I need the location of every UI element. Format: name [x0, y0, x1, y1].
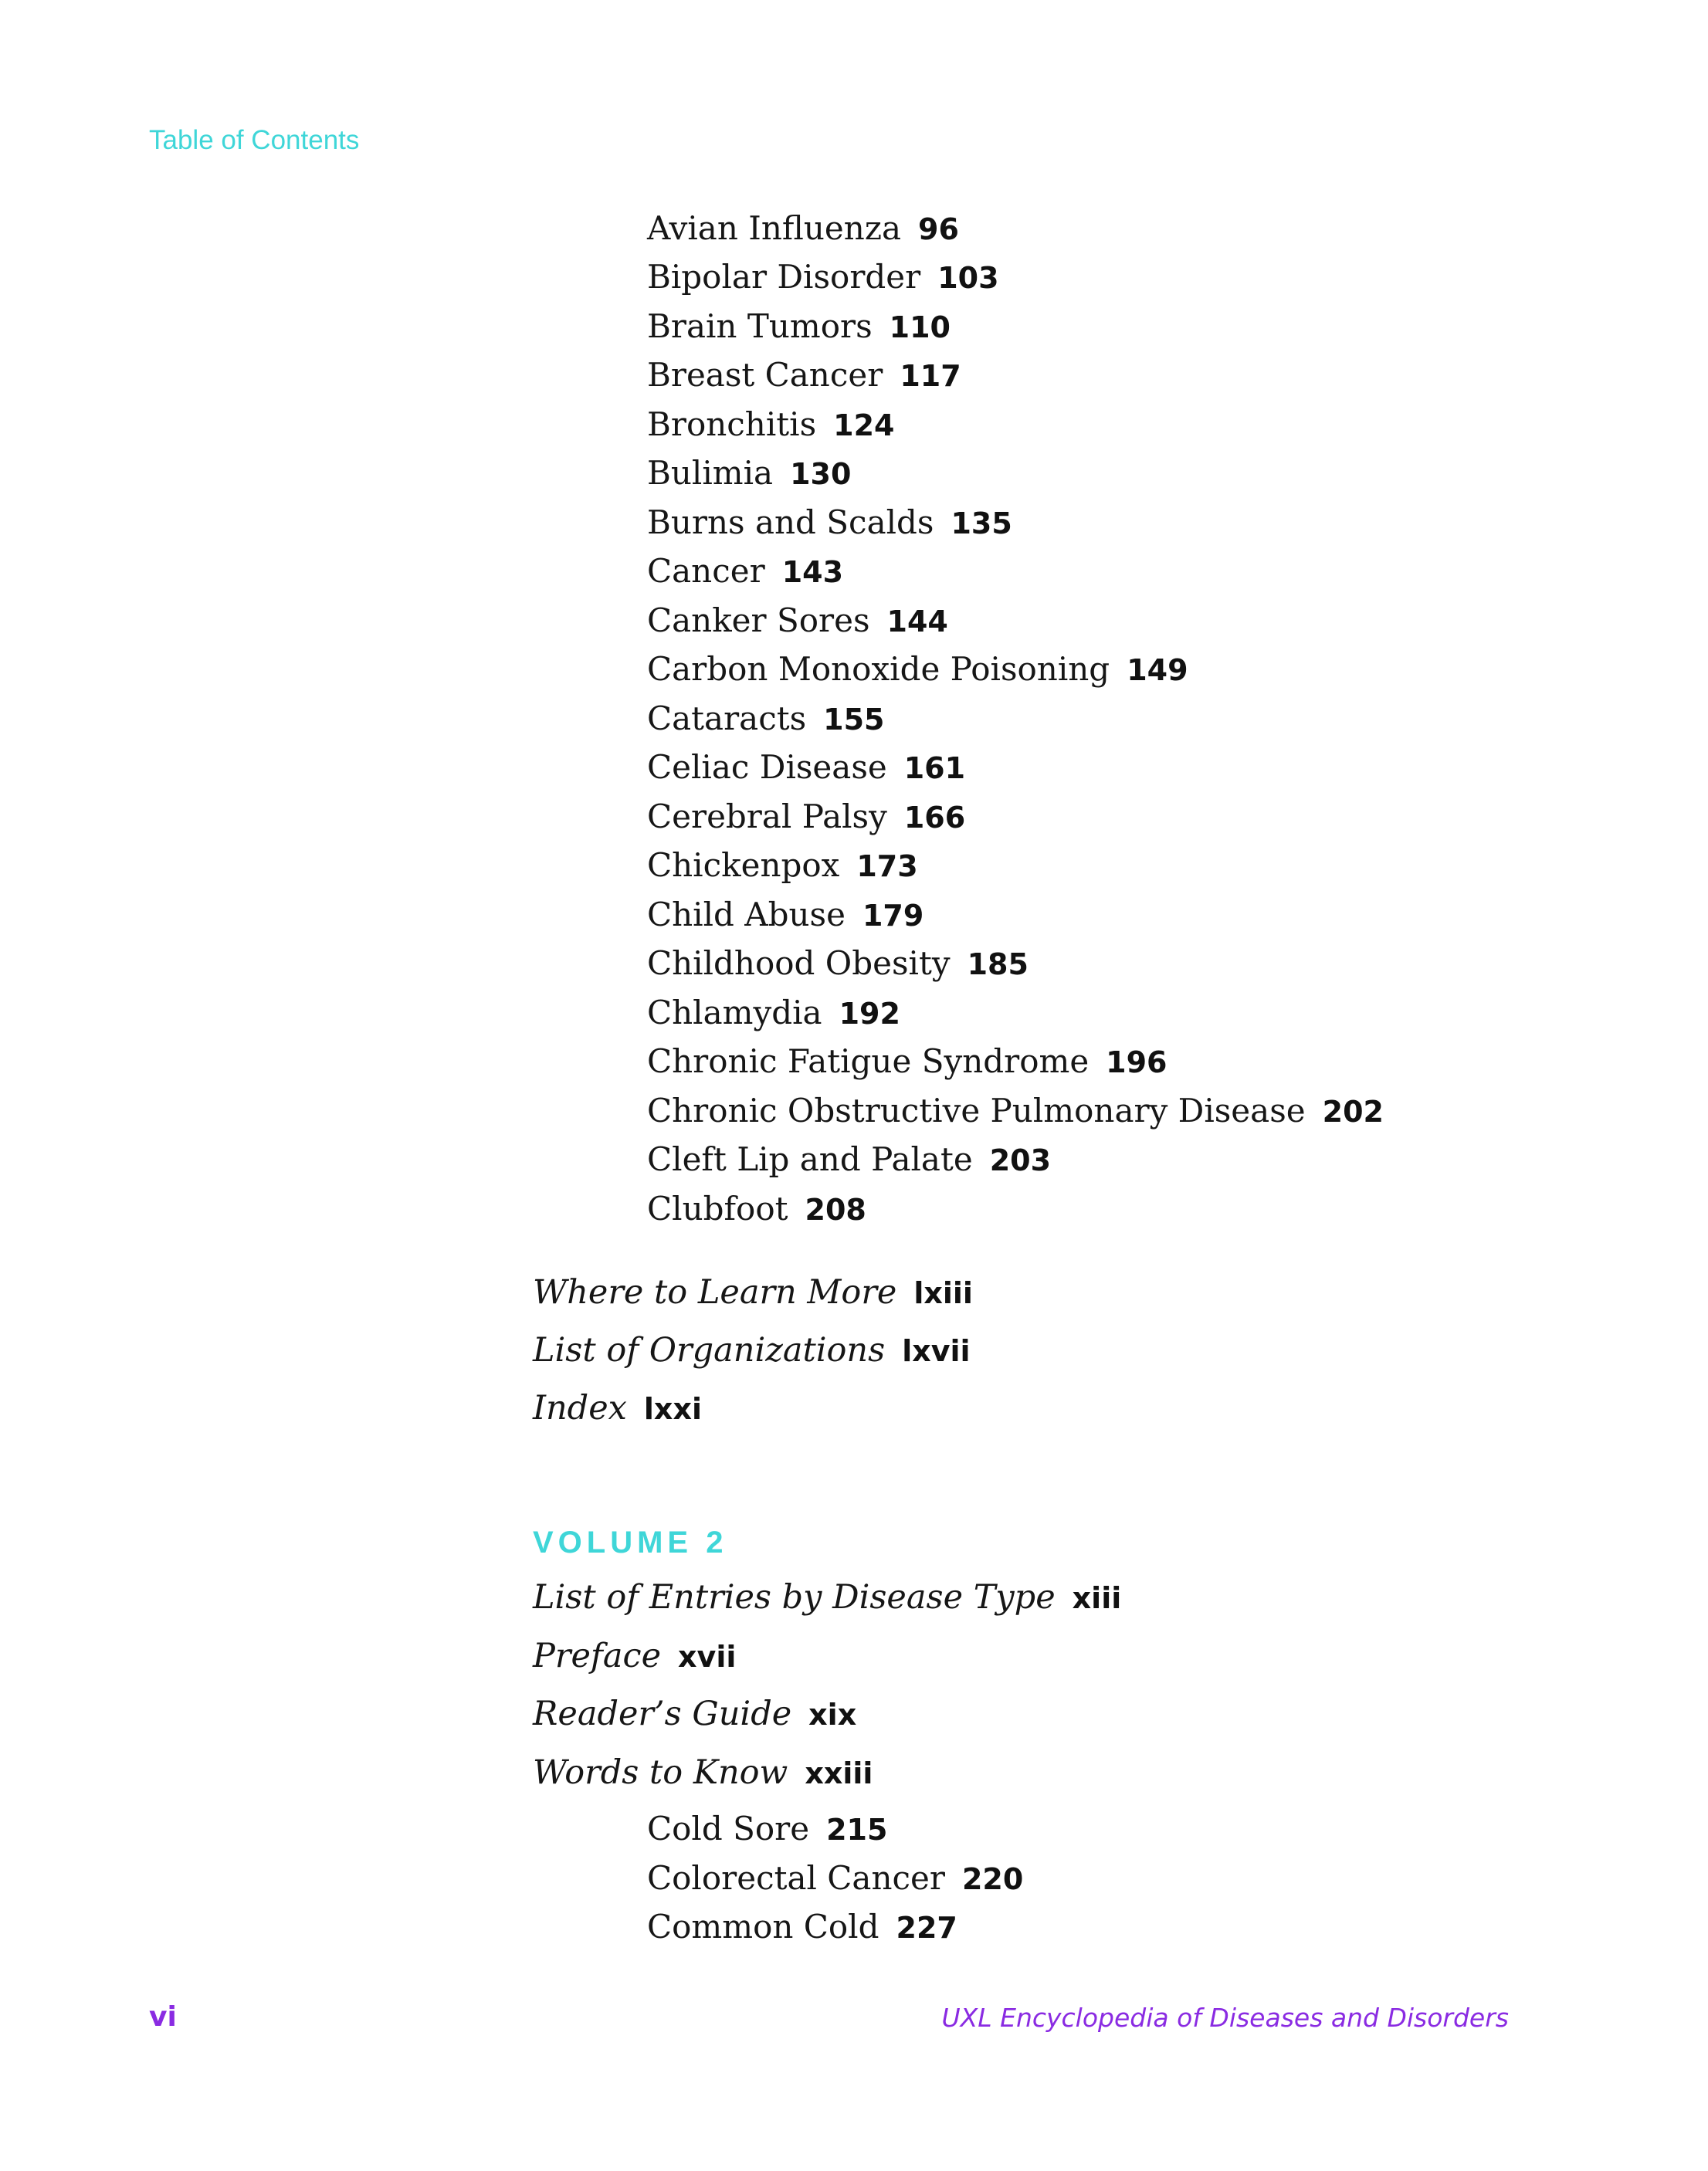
toc-entry[interactable] — [647, 258, 999, 297]
toc-entry[interactable] — [647, 944, 1029, 984]
entry-page: 144 — [886, 605, 948, 638]
entry-title: Chlamydia — [647, 994, 822, 1031]
section-title: Words to Know — [533, 1753, 788, 1792]
toc-entry[interactable] — [647, 1042, 1167, 1082]
entry-title: Chronic Fatigue Syndrome — [647, 1042, 1090, 1080]
section-page: xiii — [1072, 1581, 1122, 1615]
toc-entry[interactable] — [647, 1859, 1023, 1898]
volume-heading: VOLUME 2 — [533, 1526, 728, 1560]
section-page: lxxi — [643, 1392, 702, 1426]
toc-front-matter[interactable] — [533, 1577, 1121, 1618]
entry-page: 185 — [967, 947, 1029, 981]
toc-front-matter[interactable] — [533, 1694, 856, 1735]
entry-title: Chronic Obstructive Pulmonary Disease — [647, 1092, 1306, 1130]
entry-page: 166 — [903, 801, 966, 835]
entry-page: 117 — [900, 359, 961, 393]
toc-entry[interactable] — [647, 1908, 957, 1947]
entry-page: 227 — [896, 1911, 957, 1945]
entry-page: 124 — [833, 408, 895, 442]
section-page: lxvii — [902, 1334, 971, 1368]
section-title: Reader’s Guide — [533, 1695, 792, 1733]
entry-title: Cerebral Palsy — [647, 798, 887, 835]
toc-entry[interactable] — [647, 650, 1188, 689]
toc-back-matter[interactable] — [533, 1388, 702, 1429]
toc-entry[interactable] — [647, 748, 965, 787]
entry-title: Burns and Scalds — [647, 503, 934, 541]
section-page: xix — [808, 1698, 857, 1732]
toc-entry[interactable] — [647, 552, 843, 591]
entry-title: Cleft Lip and Palate — [647, 1140, 973, 1178]
entry-page: 203 — [989, 1143, 1052, 1177]
entry-page: 103 — [937, 261, 999, 295]
section-title: Preface — [533, 1637, 662, 1675]
entry-title: Common Cold — [647, 1908, 879, 1946]
toc-entry[interactable] — [647, 209, 959, 249]
toc-entry[interactable] — [647, 454, 851, 493]
section-page: xvii — [678, 1640, 737, 1674]
page-number: vi — [149, 2001, 177, 2033]
entry-title: Chickenpox — [647, 846, 840, 884]
entry-page: 220 — [961, 1862, 1024, 1896]
entry-title: Cancer — [647, 552, 765, 590]
toc-back-matter[interactable] — [533, 1272, 973, 1313]
entry-page: 179 — [862, 899, 924, 933]
entry-title: Child Abuse — [647, 896, 846, 933]
entry-title: Bronchitis — [647, 405, 817, 443]
entry-page: 208 — [805, 1193, 866, 1227]
toc-entry[interactable] — [647, 356, 961, 395]
entry-page: 96 — [918, 212, 959, 246]
toc-entry[interactable] — [647, 699, 885, 739]
entry-title: Clubfoot — [647, 1190, 788, 1228]
entry-page: 173 — [856, 849, 918, 883]
entry-title: Childhood Obesity — [647, 944, 951, 982]
toc-entry[interactable] — [647, 405, 894, 445]
entry-page: 215 — [826, 1813, 888, 1847]
toc-entry[interactable] — [647, 601, 948, 641]
entry-page: 130 — [790, 457, 852, 491]
entry-title: Cataracts — [647, 699, 807, 737]
entry-title: Celiac Disease — [647, 748, 887, 786]
entry-page: 143 — [781, 555, 844, 589]
section-title: List of Organizations — [533, 1331, 886, 1370]
toc-entry[interactable] — [647, 1092, 1384, 1131]
entry-page: 110 — [889, 310, 951, 344]
toc-entry[interactable] — [647, 798, 965, 837]
entry-title: Brain Tumors — [647, 307, 873, 345]
entry-page: 192 — [839, 997, 900, 1031]
entry-title: Bipolar Disorder — [647, 258, 921, 296]
running-header: Table of Contents — [149, 125, 360, 155]
toc-entry[interactable] — [647, 307, 951, 347]
toc-entry[interactable] — [647, 994, 900, 1033]
entry-page: 135 — [951, 506, 1012, 540]
entry-page: 149 — [1127, 653, 1188, 687]
toc-entry[interactable] — [647, 1190, 866, 1229]
section-page: lxiii — [913, 1276, 973, 1310]
entry-title: Colorectal Cancer — [647, 1859, 945, 1897]
entry-title: Canker Sores — [647, 601, 870, 639]
entry-title: Cold Sore — [647, 1810, 810, 1848]
entry-page: 196 — [1106, 1045, 1167, 1079]
toc-entry[interactable] — [647, 846, 918, 886]
entry-title: Avian Influenza — [647, 209, 902, 247]
toc-back-matter[interactable] — [533, 1330, 971, 1371]
section-page: xxiii — [805, 1756, 873, 1790]
toc-entry[interactable] — [647, 503, 1012, 543]
entry-page: 202 — [1322, 1095, 1384, 1129]
toc-entry[interactable] — [647, 1140, 1051, 1180]
section-title: Where to Learn More — [533, 1273, 897, 1312]
running-footer-title: UXL Encyclopedia of Diseases and Disorders — [941, 2003, 1509, 2033]
entry-page: 161 — [903, 751, 966, 785]
entry-title: Breast Cancer — [647, 356, 883, 394]
toc-entry[interactable] — [647, 896, 923, 935]
section-title: Index — [533, 1389, 627, 1428]
entry-title: Carbon Monoxide Poisoning — [647, 650, 1110, 688]
toc-front-matter[interactable] — [533, 1636, 736, 1677]
entry-page: 155 — [823, 703, 885, 737]
entry-title: Bulimia — [647, 454, 774, 492]
section-title: List of Entries by Disease Type — [533, 1578, 1056, 1617]
toc-entry[interactable] — [647, 1810, 887, 1849]
toc-front-matter[interactable] — [533, 1753, 873, 1793]
